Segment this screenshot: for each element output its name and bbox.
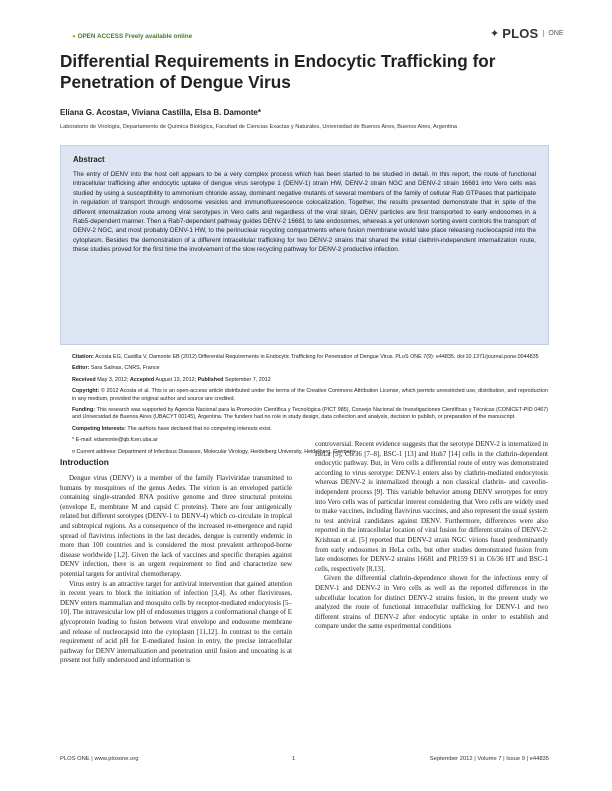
intro-paragraph: Dengue virus (DENV) is a member of the family Flaviviridae transmitted to humans by mosquitoes of the genus Aedes. The virion is an enveloped particle containing single-stranded RNA positive genome and three structural proteins (envelope E, membrane M and capsid C proteins). There are four antigenically related but different serotypes (DENV-1 to DENV-4) which co-circulate in tropical and subtropical regions. As a consequence of the increased re-emergence and rapid spread of flavivirus infections in the last decades, dengue is currently endemic in more than 100 countries and is considered the most prevalent arthropod-borne disease worldwide [1,2]. Given the lack of vaccines and specific therapies against DENV infection, there is an urgent requirement to find and characterize new potential targets for antiviral chemotherapy. xyxy=(60,474,292,578)
footer-issue: September 2012 | Volume 7 | Issue 9 | e44835 xyxy=(429,756,549,762)
email-line: * E-mail: edamonte@qb.fcen.uba.ar xyxy=(72,437,158,444)
intro-paragraph: Virus entry is an attractive target for antiviral intervention that gained attention in recent years to block the initiation of infection [3,4]. As other flaviviruses, DENV enters mammalian and mosquito cells by receptor-mediated endocytosis [5–10]. The intravesicular low pH of endosomes triggers a conformational change of E glycoprotein leading to fusion between viral envelope and endosome membrane and release of nucleocapsid into the cytoplasm [11,12]. In contrast to the certain requirement of acid pH for E-mediated fusion in entry, the precise intracellular pathway for DENV internalization and penetration until fusion and uncoating is at present not fully understood and information is xyxy=(60,579,293,665)
competing-label: Competing Interests: xyxy=(72,425,126,432)
editor-text: Sara Salinas, CNRS, France xyxy=(90,365,160,372)
funding-text: This research was supported by Agencia Nacional para la Promoción Científica y Tecnológica (PICT 985), Consejo Nacional de Investigaciones Científicas y Técnicas (CONICET-PID 0467) and Universidad de Buenos Aires (UBACYT 00145), Argentina. The funders had no role in study design, data collection and analysis, decision to publish, or preparation of the manuscript. xyxy=(72,407,548,421)
copyright-label: Copyright: xyxy=(72,388,100,395)
affiliation: Laboratorio de Virología, Departamento de Química Biológica, Facultad de Ciencias Exactas y Naturales, Universidad de Buenos Aires, Buenos Aires, Argentina xyxy=(60,124,457,130)
received-label: Received xyxy=(72,376,96,383)
plos-mark-icon: ✦ xyxy=(490,28,500,40)
introduction-heading: Introduction xyxy=(60,457,109,467)
intro-paragraph: controversial. Recent evidence suggests that the serotype DENV-2 is internalized in HeLa [5], C6/36 [7–8], BSC-1 [13] and Huh7 [14] cells in the clathrin-dependent endocytic pathway. But, in Vero cells a differential route of entry was demonstrated according to virus serotype: DENV-1 enters also by clathrin-mediated endocytosis whereas DENV-2 is internalized through a non classical clathrin- and caveolin- independent process [9]. This variable behavior among DENV serotypes for entry into Vero cells was of particular interest considering that Vero cells are widely used to make vaccines, including flavivirus vaccines, and also represent the usual system to test antiviral candidates against DENV. Furthermore, differences were also reported in the intracellular location of viral fusion for different strains of DENV-2: Krishnan et al. [5] reported that DENV-2 strain NGC virions fused predominantly from early endosomes in HeLa cells, but other studies demonstrated fusion from late endosomes for DENV-2 strains 16681 and PR159 S1 in C6/36 HT and BSC-1 cells, respectively [8,13]. xyxy=(315,440,548,573)
open-access-suffix: ACCESS Freely available online xyxy=(96,33,193,40)
published-date: September 7, 2012 xyxy=(224,376,271,383)
body-column-right xyxy=(315,440,548,632)
citation-line xyxy=(72,354,548,361)
citation-label: Citation: xyxy=(72,354,94,360)
citation-text: Acosta EG, Castilla V, Damonte EB (2012) Differential Requirements in Endocytic Trafficking for Penetration of Dengue Virus. PLoS ONE 7(9): e44835. doi:10.1371/journal.pone.0044835 xyxy=(95,354,539,360)
open-access-label: OPEN xyxy=(77,33,96,40)
paper-title: Differential Requirements in Endocytic Trafficking for Penetration of Dengue Virus xyxy=(60,51,496,92)
plos-logo-text: PLOS xyxy=(502,26,539,41)
copyright-line xyxy=(72,388,548,403)
current-address-line: ¤ Current address: Department of Infectious Diseases, Molecular Virology, Heidelberg University, Heidelberg, Germany xyxy=(72,448,356,455)
footer-page-number: 1 xyxy=(292,756,296,762)
funding-label: Funding: xyxy=(72,407,96,414)
footer-journal: PLOS ONE | www.plosone.org xyxy=(60,756,139,762)
author-list: Eliana G. Acosta¤, Viviana Castilla, Elsa B. Damonte* xyxy=(60,108,261,117)
abstract-text: The entry of DENV into the host cell appears to be a very complex process which has been started to be studied in detail. In this report, the route of functional intracellular trafficking after endocytic uptake of dengue virus serotype 1 (DENV-1) strain HW, DENV-2 strain NGC and DENV-2 strain 16681 into Vero cells was studied by using a susceptibility to ammonium chloride assay, dominant negative mutants of several members of the family of cellular Rab GTPases that participate in regulation of transport through endosome vesicles and immunofluorescence colocalization. Together, the results presented demonstrate that in spite of the different internalization route among viral serotypes in Vero cells and regardless of the viral strain, DENV particles are first transported to early endosomes in a Rab5-dependent manner. Then a Rab7-dependent pathway guides DENV-2 16681 to late endosomes, whereas a yet unknown sorting event controls the transport of DENV-2 NGC, and most probably DENV-1 HW, to the perinuclear recycling compartments where fusion membrane would take place releasing nucleocapsid into the cytoplasm. Besides the demonstration of a different intracellular trafficking for two DENV-2 strains that shared the initial clathrin-independent internalization route, these studies proved for the first time the involvement of the slow recycling pathway for DENV-2 productive infection. xyxy=(73,171,536,254)
editor-label: Editor: xyxy=(72,365,90,372)
funding-line xyxy=(72,407,548,422)
body-column-left xyxy=(60,474,292,666)
published-label: Published xyxy=(197,376,224,383)
editor-line xyxy=(72,365,548,372)
accepted-date: August 13, 2012; xyxy=(155,376,197,383)
competing-interests-line xyxy=(72,426,548,433)
copyright-text: © 2012 Acosta et al. This is an open-access article distributed under the terms of the Creative Commons Attribution License, which permits unrestricted use, distribution, and reproduction in any medium, provided the original author and source are credited. xyxy=(72,388,548,402)
received-date: May 3, 2012; xyxy=(97,376,129,383)
plos-logo-section: ONE xyxy=(543,30,563,37)
dates-line xyxy=(72,377,548,384)
intro-paragraph: Given the differential clathrin-dependence shown for the infectious entry of DENV-1 and DENV-2 in Vero cells as well as the reported differences in the subcellular location for distinct DENV-2 strains fusion, in the present study we analyzed the route of functional intracellular trafficking for DENV-1 and two different strains of DENV-2 after endocytic uptake in order to establish and compare under the same experimental conditions xyxy=(315,574,548,631)
plos-one-logo xyxy=(490,26,564,41)
competing-text: The authors have declared that no competing interests exist. xyxy=(127,425,272,432)
open-access-banner xyxy=(72,33,192,40)
open-access-lock-icon: ● xyxy=(72,33,76,40)
accepted-label: Accepted xyxy=(129,376,155,383)
abstract-box xyxy=(60,145,549,345)
abstract-heading: Abstract xyxy=(73,155,105,164)
